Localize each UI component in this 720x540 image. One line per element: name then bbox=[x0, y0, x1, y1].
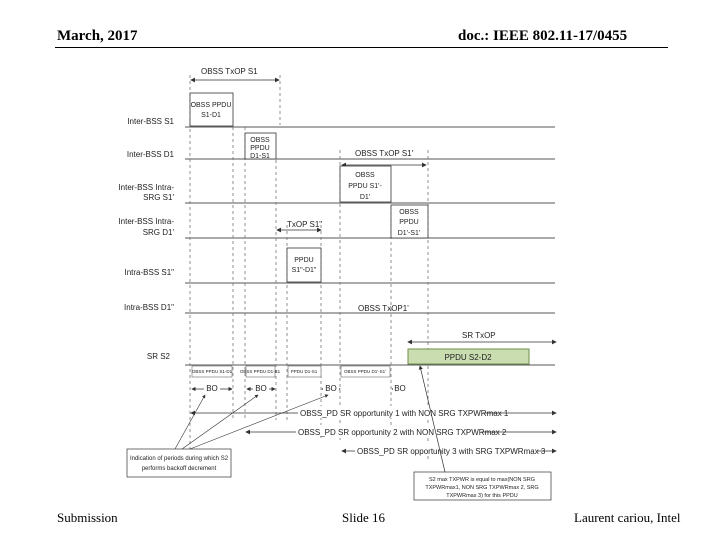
note-backoff-box bbox=[127, 449, 231, 477]
header-doc-id: doc.: IEEE 802.11-17/0455 bbox=[458, 28, 628, 44]
row-label-s1p-line2: SRG S1' bbox=[143, 193, 174, 202]
row-label-s1p-line1: Inter-BSS Intra- bbox=[118, 183, 174, 192]
note-txpwr-line2: TXPWRmax1, NON SRG TXPWRmax 2, SRG bbox=[425, 485, 539, 491]
svg-text:S1-D1: S1-D1 bbox=[201, 112, 221, 119]
footer-author: Laurent cariou, Intel bbox=[574, 510, 681, 525]
label-obss-txop-s1: OBSS TxOP S1 bbox=[201, 67, 258, 76]
footer-submission: Submission bbox=[57, 510, 118, 525]
label-txop-s1pp: TxOP S1" bbox=[287, 220, 323, 229]
row-label-d1p-line1: Inter-BSS Intra- bbox=[118, 217, 174, 226]
note-txpwr-line1: S2 max TXPWR is equal to max(NON SRG bbox=[429, 477, 535, 483]
svg-text:PPDU S1'-: PPDU S1'- bbox=[348, 183, 382, 190]
row-label-d1p-line2: SRG D1' bbox=[142, 228, 174, 237]
row-label-sr-s2: SR S2 bbox=[146, 352, 170, 361]
svg-text:OBSS PPDU S1-D1: OBSS PPDU S1-D1 bbox=[191, 369, 233, 374]
label-ppdu-s2-d2: PPDU S2-D2 bbox=[444, 353, 492, 362]
svg-text:OBSS: OBSS bbox=[250, 137, 270, 144]
svg-text:BO: BO bbox=[255, 384, 267, 393]
note-txpwr-line3: TXPWRmax 3) for this PPDU bbox=[446, 493, 518, 499]
box-ppdu-s1pp-d1pp bbox=[287, 248, 321, 282]
svg-text:D1': D1' bbox=[359, 194, 371, 201]
svg-text:OBSS: OBSS bbox=[355, 172, 375, 179]
label-obss-txop-s1p: OBSS TxOP S1' bbox=[355, 149, 414, 158]
row-label-inter-bss-s1: Inter-BSS S1 bbox=[127, 117, 174, 126]
row-label-inter-bss-d1: Inter-BSS D1 bbox=[126, 150, 174, 159]
box-obss-ppdu-s1-d1 bbox=[190, 93, 233, 126]
label-obss-txop1p: OBSS TxOP1' bbox=[358, 304, 409, 313]
svg-text:PPDU: PPDU bbox=[399, 219, 419, 226]
svg-text:BO: BO bbox=[325, 384, 337, 393]
svg-text:S1"-D1": S1"-D1" bbox=[291, 267, 317, 274]
svg-text:OBSS PPDU: OBSS PPDU bbox=[190, 102, 232, 109]
svg-text:OBSS PPDU D1-S1: OBSS PPDU D1-S1 bbox=[239, 369, 281, 374]
svg-text:D1'-S1': D1'-S1' bbox=[397, 230, 421, 237]
opportunity-1-label: OBSS_PD SR opportunity 1 with NON SRG TXPWRmax 1 bbox=[300, 409, 509, 418]
svg-text:BO: BO bbox=[394, 384, 406, 393]
header-date: March, 2017 bbox=[57, 28, 138, 44]
svg-text:PPDU: PPDU bbox=[294, 257, 314, 264]
row-label-intra-s1pp: Intra-BSS S1" bbox=[124, 268, 174, 277]
row-label-intra-d1pp: Intra-BSS D1" bbox=[124, 303, 174, 312]
svg-text:BO: BO bbox=[206, 384, 218, 393]
footer-slide-number: Slide 16 bbox=[342, 510, 385, 525]
svg-text:PPDU: PPDU bbox=[250, 145, 270, 152]
note-backoff-line2: performs backoff decrement bbox=[141, 466, 217, 472]
opportunity-2-label: OBSS_PD SR opportunity 2 with NON SRG TXPWRmax 2 bbox=[298, 428, 507, 437]
svg-text:D1-S1: D1-S1 bbox=[250, 153, 270, 160]
note-backoff-line1: Indication of periods during which S2 bbox=[129, 456, 229, 462]
svg-text:OBSS PPDU D1'-S1': OBSS PPDU D1'-S1' bbox=[344, 369, 386, 374]
svg-text:OBSS: OBSS bbox=[399, 209, 419, 216]
svg-text:PPDU D1-S1: PPDU D1-S1 bbox=[290, 369, 318, 374]
opportunity-3-label: OBSS_PD SR opportunity 3 with SRG TXPWRmax 3 bbox=[357, 447, 546, 456]
label-sr-txop: SR TxOP bbox=[462, 331, 496, 340]
